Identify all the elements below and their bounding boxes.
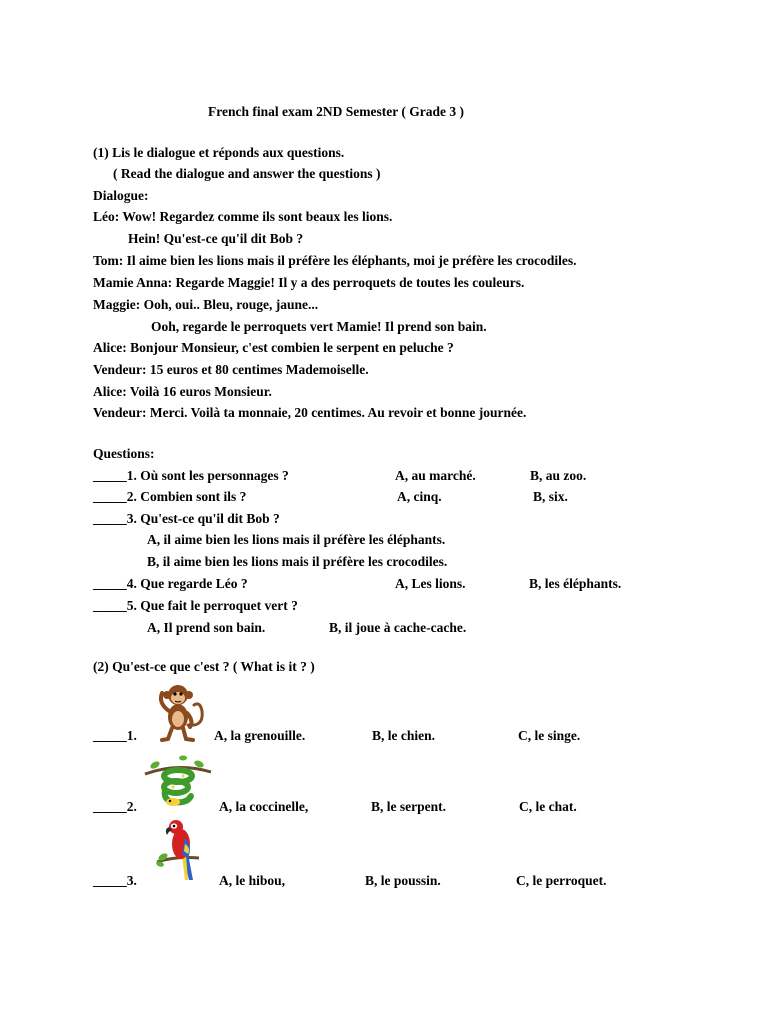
picture-item-3-number: _____3. xyxy=(93,873,137,888)
title: French final exam 2ND Semester ( Grade 3 ) xyxy=(208,104,464,119)
dialogue-line: Ooh, regarde le perroquets vert Mamie! Il prend son bain. xyxy=(151,319,487,334)
picture-item-3-option-b: B, le poussin. xyxy=(365,873,441,888)
dialogue-line: Tom: Il aime bien les lions mais il préfère les éléphants, moi je préfère les crocodiles. xyxy=(93,253,577,268)
snake-icon xyxy=(143,752,213,808)
question-3-option-b: B, il aime bien les lions mais il préfère les crocodiles. xyxy=(147,554,448,569)
dialogue-line: Maggie: Ooh, oui.. Bleu, rouge, jaune... xyxy=(93,297,319,312)
picture-item-1-number: _____1. xyxy=(93,728,137,743)
picture-item-1-option-c: C, le singe. xyxy=(518,728,581,743)
section1-subheading: ( Read the dialogue and answer the questions ) xyxy=(113,166,381,181)
question-1-option-b: B, au zoo. xyxy=(530,468,587,483)
question-5: _____5. Que fait le perroquet vert ? xyxy=(93,598,298,613)
picture-item-2-option-c: C, le chat. xyxy=(519,799,577,814)
question-4-option-a: A, Les lions. xyxy=(395,576,466,591)
dialogue-label: Dialogue: xyxy=(93,188,149,203)
dialogue-line: Alice: Bonjour Monsieur, c'est combien le serpent en peluche ? xyxy=(93,340,454,355)
dialogue-line: Vendeur: 15 euros et 80 centimes Mademoiselle. xyxy=(93,362,369,377)
section2-heading: (2) Qu'est-ce que c'est ? ( What is it ? ) xyxy=(93,659,315,674)
picture-item-2-number: _____2. xyxy=(93,799,137,814)
dialogue-line: Hein! Qu'est-ce qu'il dit Bob ? xyxy=(128,231,304,246)
question-4: _____4. Que regarde Léo ? xyxy=(93,576,248,591)
question-2-option-a: A, cinq. xyxy=(397,489,442,504)
section1-heading: (1) Lis le dialogue et réponds aux questions. xyxy=(93,145,345,160)
picture-item-1-option-a: A, la grenouille. xyxy=(214,728,306,743)
questions-label: Questions: xyxy=(93,446,155,461)
question-3-option-a: A, il aime bien les lions mais il préfère les éléphants. xyxy=(147,532,446,547)
question-2-option-b: B, six. xyxy=(533,489,568,504)
question-2: _____2. Combien sont ils ? xyxy=(93,489,247,504)
picture-item-3-option-a: A, le hibou, xyxy=(219,873,286,888)
question-1-option-a: A, au marché. xyxy=(395,468,476,483)
picture-item-2-option-b: B, le serpent. xyxy=(371,799,446,814)
dialogue-line: Léo: Wow! Regardez comme ils sont beaux les lions. xyxy=(93,209,393,224)
question-5-option-b: B, il joue à cache-cache. xyxy=(329,620,467,635)
monkey-icon xyxy=(148,681,210,743)
picture-item-3-option-c: C, le perroquet. xyxy=(516,873,607,888)
question-3: _____3. Qu'est-ce qu'il dit Bob ? xyxy=(93,511,280,526)
dialogue-line: Alice: Voilà 16 euros Monsieur. xyxy=(93,384,272,399)
picture-item-2-option-a: A, la coccinelle, xyxy=(219,799,309,814)
question-4-option-b: B, les éléphants. xyxy=(529,576,622,591)
parrot-icon xyxy=(155,818,205,884)
question-5-option-a: A, Il prend son bain. xyxy=(147,620,266,635)
question-1: _____1. Où sont les personnages ? xyxy=(93,468,289,483)
dialogue-line: Mamie Anna: Regarde Maggie! Il y a des perroquets de toutes les couleurs. xyxy=(93,275,525,290)
dialogue-line: Vendeur: Merci. Voilà ta monnaie, 20 centimes. Au revoir et bonne journée. xyxy=(93,405,527,420)
picture-item-1-option-b: B, le chien. xyxy=(372,728,435,743)
